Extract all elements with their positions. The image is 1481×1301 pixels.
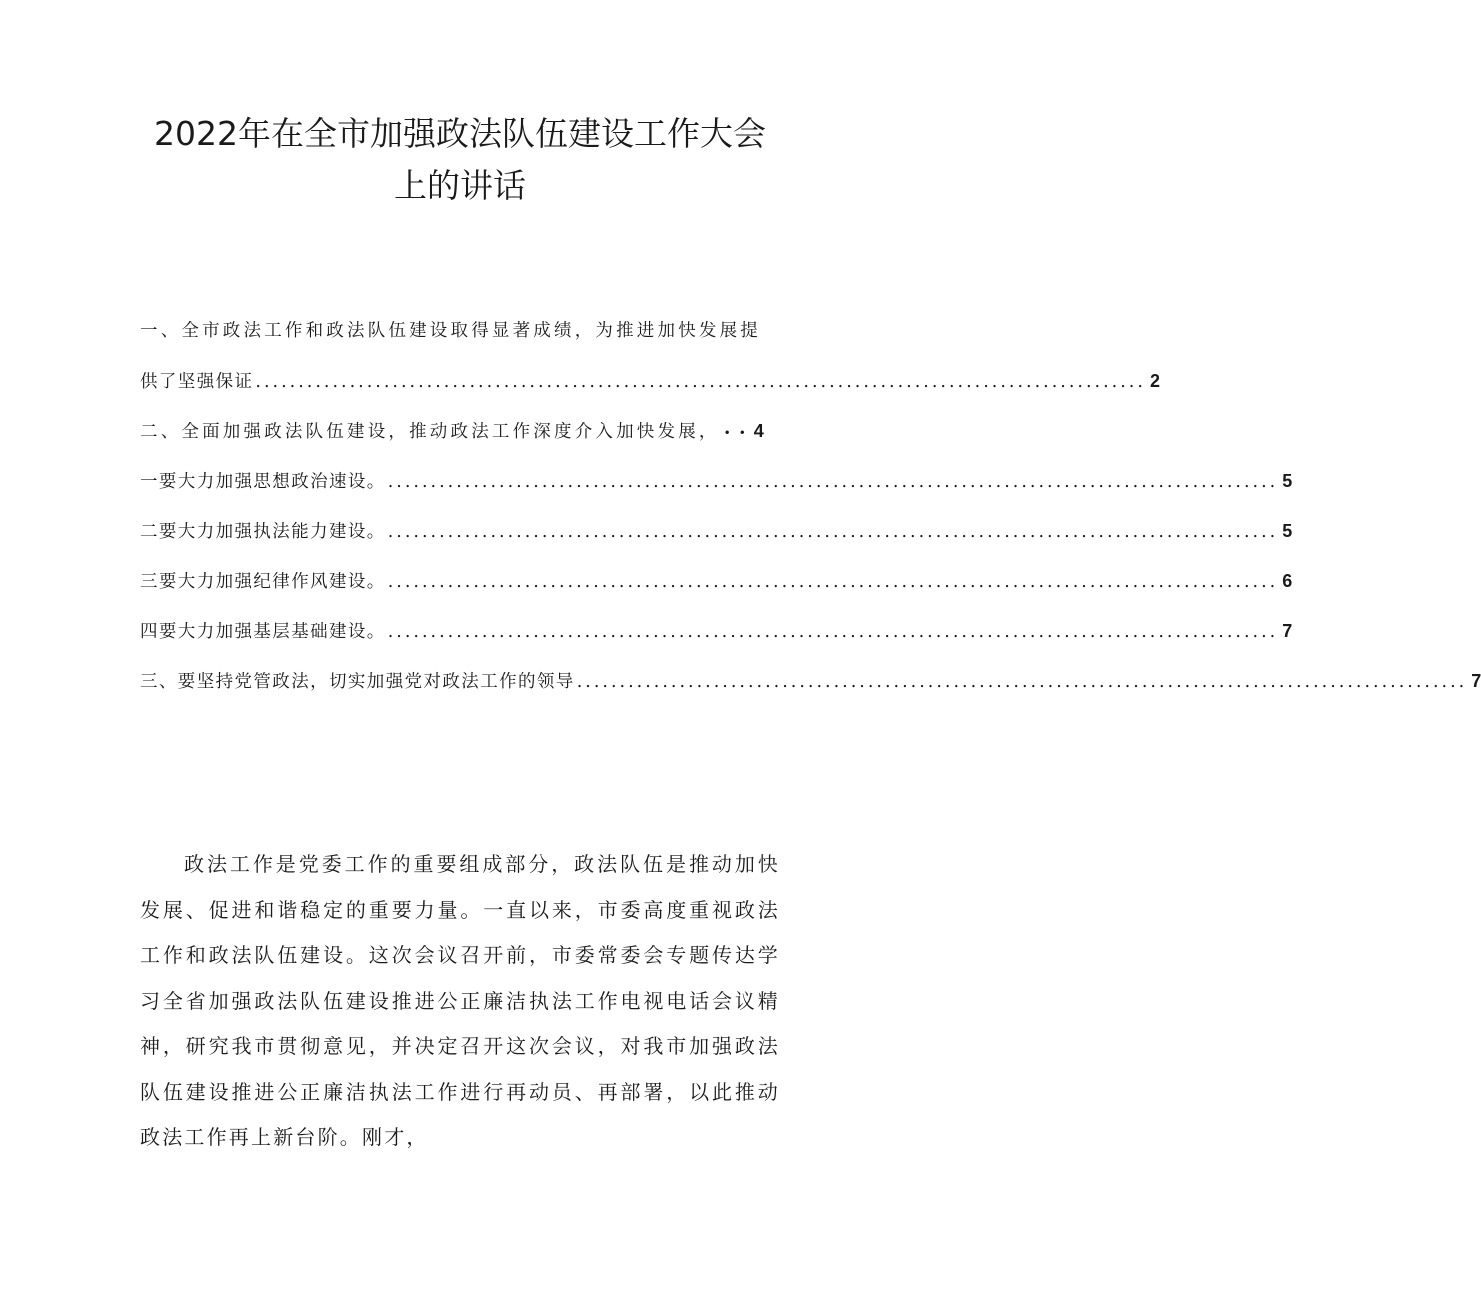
toc-entry-text: 一要大力加强思想政治速设。 (140, 472, 386, 492)
toc-entry[interactable] (140, 656, 1481, 706)
toc-leader-dots: ........................................................................................................ (387, 472, 1279, 492)
document-title (140, 108, 780, 212)
toc-leader-dots: ........................................................................................................ (576, 672, 1468, 692)
toc-entry[interactable] (140, 506, 1293, 556)
toc-leader-dots: •• (723, 426, 754, 440)
toc-entry-text: 三、要坚持党管政法，切实加强党对政法工作的领导 (140, 672, 575, 692)
toc-page-number: 5 (1282, 521, 1293, 541)
body-paragraph: 政法工作是党委工作的重要组成部分，政法队伍是推动加快发展、促进和谐稳定的重要力量。一直以来，市委高度重视政法工作和政法队伍建设。这次会议召开前，市委常委会专题传达学习全省加强政法队伍建设推进公正廉洁执法工作电视电话会议精神，研究我市贯彻意见，并决定召开这次会议，对我市加强政法队伍建设推进公正廉洁执法工作进行再动员、再部署，以此推动政法工作再上新台阶。刚才， (140, 852, 780, 1149)
toc-page-number: 5 (1282, 471, 1293, 491)
toc-entry[interactable] (140, 306, 780, 356)
toc-leader-dots: ........................................................................................................ (255, 372, 1146, 392)
toc-entry-text: 三要大力加强纪律作风建设。 (140, 572, 386, 592)
toc-page-number: 7 (1471, 671, 1481, 691)
title-line-1: 2022年在全市加强政法队伍建设工作大会 (154, 114, 766, 153)
title-line-2: 上的讲话 (394, 166, 526, 205)
toc-entry-text: 二要大力加强执法能力建设。 (140, 522, 386, 542)
toc-entry-text: 供了坚强保证 (140, 372, 254, 392)
table-of-contents (140, 306, 1481, 706)
toc-entry[interactable] (140, 556, 1293, 606)
toc-leader-dots: ........................................................................................................ (387, 622, 1279, 642)
toc-leader-dots: ........................................................................................................ (387, 572, 1279, 592)
toc-entry[interactable] (140, 356, 1160, 406)
toc-leader-dots: ........................................................................................................ (387, 522, 1279, 542)
toc-entry-text: 二、全面加强政法队伍建设，推动政法工作深度介入加快发展， (140, 422, 720, 442)
toc-entry[interactable] (140, 456, 1293, 506)
toc-page-number: 6 (1282, 571, 1293, 591)
toc-page-number: 2 (1149, 371, 1160, 391)
toc-page-number: 4 (753, 421, 764, 441)
toc-entry-text: 四要大力加强基层基础建设。 (140, 622, 386, 642)
toc-entry-text: 一、全市政法工作和政法队伍建设取得显著成绩，为推进加快发展提 (140, 321, 761, 341)
toc-page-number: 7 (1282, 621, 1293, 641)
toc-entry[interactable] (140, 406, 780, 456)
toc-entry[interactable] (140, 606, 1293, 656)
